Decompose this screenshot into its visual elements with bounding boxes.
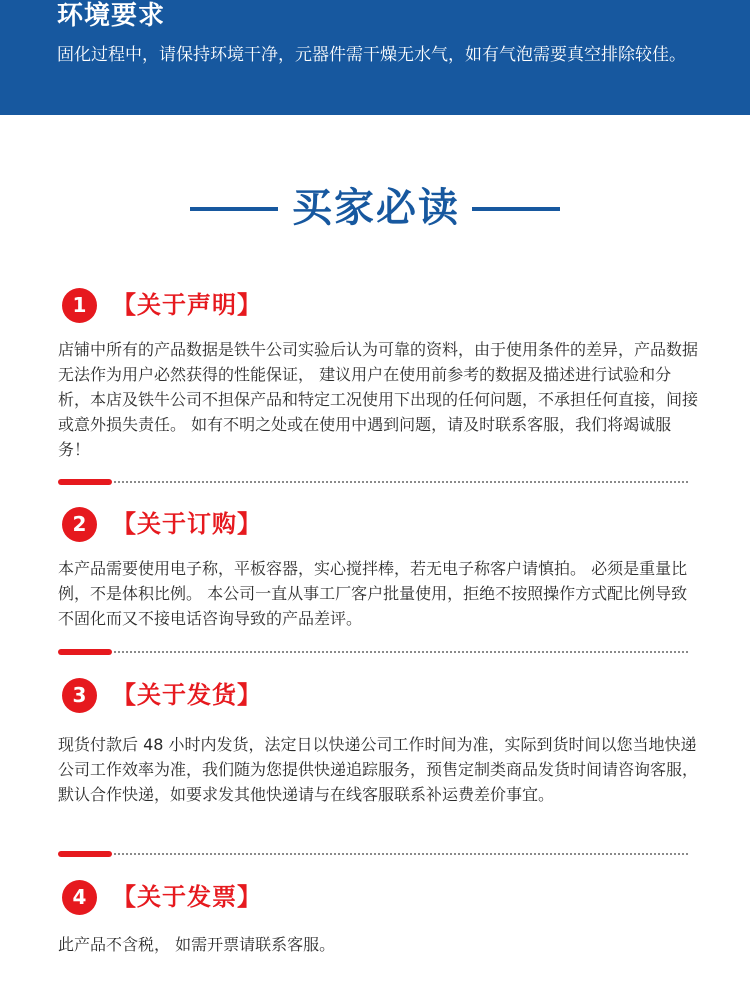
divider-red-bar [58,479,112,485]
section-number-badge: 1 [62,288,97,323]
section-number-badge: 3 [62,678,97,713]
section-body-ordering: 本产品需要使用电子称，平板容器，实心搅拌棒，若无电子称客户请慎拍。 必须是重量比例，不是体积比例。 本公司一直从事工厂客户批量使用，拒绝不按照操作方式配比例导致不固化而又不接电话咨询导致的产品差评。 [58,559,688,628]
section-title-shipping: 【关于发货】 [112,681,262,709]
heading-left-line [190,207,278,211]
divider-dotted-line [114,853,688,855]
section-title-invoice: 【关于发票】 [112,883,262,911]
heading-right-line [472,207,560,211]
section-number-badge: 2 [62,507,97,542]
page-title: 买家必读 [292,185,460,231]
divider-red-bar [58,649,112,655]
section-body-shipping: 现货付款后 48 小时内发货，法定日以快递公司工作时间为准，实际到货时间以您当地快递公司工作效率为准，我们随为您提供快递追踪服务，预售定制类商品发货时间请咨询客服，默认合作快递，如要求发其他快递请与在线客服联系补运费差价事宜。 [58,735,699,804]
buyer-notice-heading-row [0,178,750,238]
environment-banner [0,0,750,115]
section-body-statement: 店铺中所有的产品数据是铁牛公司实验后认为可靠的资料，由于使用条件的差异，产品数据无法作为用户必然获得的性能保证， 建议用户在使用前参考的数据及描述进行试验和分析，本店及铁牛公司不担保产品和特定工况使用下出现的任何问题，不承担任何直接，间接或意外损失责任。 如有不明之处或在使用中遇到问题，请及时联系客服，我们将竭诚服务！ [58,340,699,459]
divider-dotted-line [114,481,688,483]
banner-title: 环境要求 [57,1,166,31]
section-divider [58,649,688,655]
section-divider [58,479,688,485]
section-number-badge: 4 [62,880,97,915]
banner-text: 固化过程中，请保持环境干净，元器件需干燥无水气，如有气泡需要真空排除较佳。 [57,45,686,65]
divider-dotted-line [114,651,688,653]
divider-red-bar [58,851,112,857]
section-title-ordering: 【关于订购】 [112,510,262,538]
section-title-statement: 【关于声明】 [112,291,262,319]
section-body-invoice: 此产品不含税， 如需开票请联系客服。 [58,935,336,954]
section-divider [58,851,688,857]
